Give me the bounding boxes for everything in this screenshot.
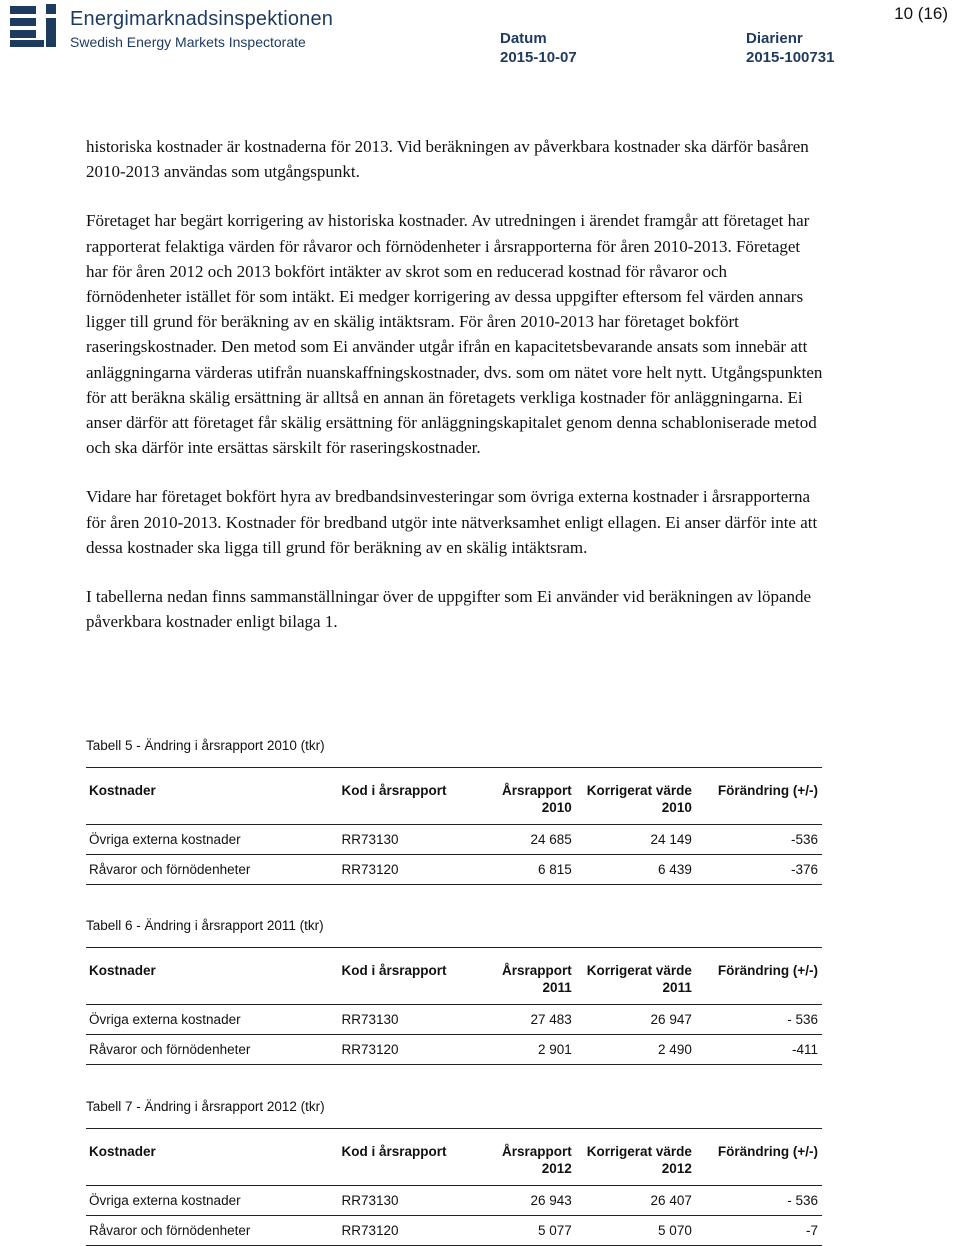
- meta-diarienr: [746, 30, 834, 66]
- cell: 27 483: [470, 1005, 576, 1035]
- table-block-6: [86, 918, 822, 1065]
- table-row: [86, 825, 822, 855]
- paragraph: I tabellerna nedan finns sammanställningar över de uppgifter som Ei använder vid beräkningen av löpande påverkbara kostnader enligt bilaga 1.: [86, 587, 812, 632]
- col-header: Förändring (+/-): [696, 768, 822, 825]
- col-header: Förändring (+/-): [696, 1129, 822, 1186]
- cell: Övriga externa kostnader: [86, 1005, 339, 1035]
- table-caption: Tabell 7 - Ändring i årsrapport 2012 (tkr): [86, 1099, 325, 1114]
- cell: RR73120: [339, 855, 470, 885]
- cell: 26 407: [576, 1186, 696, 1216]
- cell: RR73130: [339, 825, 470, 855]
- meta-datum: [500, 30, 577, 66]
- paragraph: Vidare har företaget bokfört hyra av bredbandsinvesteringar som övriga externa kostnader i årsrapporterna för åren 2010-2013. Kostnader för bredband utgör inte nätverksamhet enligt ellagen. Ei anser därför inte att dessa kostnader ska ligga till grund för beräkning av en skälig intäktsram.: [86, 487, 818, 557]
- cell: 24 685: [470, 825, 576, 855]
- table-row: [86, 1186, 822, 1216]
- cell: -411: [696, 1035, 822, 1065]
- cell: Råvaror och förnödenheter: [86, 1216, 339, 1246]
- table-row: [86, 1005, 822, 1035]
- cell: 2 490: [576, 1035, 696, 1065]
- col-header: Årsrapport 2012: [470, 1129, 576, 1186]
- cell: -376: [696, 855, 822, 885]
- col-header: Kod i årsrapport: [339, 768, 470, 825]
- cell: 5 077: [470, 1216, 576, 1246]
- table-block-5: [86, 738, 822, 885]
- datum-value: 2015-10-07: [500, 49, 577, 66]
- col-header: Kostnader: [86, 1129, 339, 1186]
- col-header: Kod i årsrapport: [339, 948, 470, 1005]
- table-caption: Tabell 5 - Ändring i årsrapport 2010 (tkr): [86, 738, 325, 753]
- col-header: Årsrapport 2010: [470, 768, 576, 825]
- cell: Övriga externa kostnader: [86, 1186, 339, 1216]
- paragraph: historiska kostnader är kostnaderna för 2013. Vid beräkningen av påverkbara kostnader ska därför basåren 2010-2013 användas som utgångspunkt.: [86, 137, 809, 182]
- cell: 6 439: [576, 855, 696, 885]
- table-row: [86, 855, 822, 885]
- table-row: [86, 1035, 822, 1065]
- cell: RR73120: [339, 1035, 470, 1065]
- diarienr-label: Diarienr: [746, 30, 803, 47]
- col-header: Årsrapport 2011: [470, 948, 576, 1005]
- col-header: Korrigerat värde 2010: [576, 768, 696, 825]
- cell: - 536: [696, 1186, 822, 1216]
- diarienr-value: 2015-100731: [746, 49, 835, 66]
- document-body: [86, 134, 826, 658]
- table-block-7: [86, 1099, 822, 1246]
- col-header: Förändring (+/-): [696, 948, 822, 1005]
- org-subtitle: Swedish Energy Markets Inspectorate: [70, 34, 306, 50]
- cell: Råvaror och förnödenheter: [86, 855, 339, 885]
- table-caption: Tabell 6 - Ändring i årsrapport 2011 (tkr): [86, 918, 324, 933]
- cell: RR73130: [339, 1186, 470, 1216]
- col-header: Korrigerat värde 2011: [576, 948, 696, 1005]
- col-header: Kostnader: [86, 948, 339, 1005]
- cell: 2 901: [470, 1035, 576, 1065]
- page-number: 10 (16): [894, 4, 948, 23]
- col-header: Kod i årsrapport: [339, 1129, 470, 1186]
- data-table: [86, 767, 822, 885]
- datum-label: Datum: [500, 30, 547, 47]
- data-table: [86, 947, 822, 1065]
- data-table: [86, 1128, 822, 1246]
- cell: RR73130: [339, 1005, 470, 1035]
- org-name: Energimarknadsinspektionen: [70, 8, 334, 30]
- cell: Övriga externa kostnader: [86, 825, 339, 855]
- cell: 24 149: [576, 825, 696, 855]
- cell: RR73120: [339, 1216, 470, 1246]
- col-header: Kostnader: [86, 768, 339, 825]
- cell: -536: [696, 825, 822, 855]
- cell: - 536: [696, 1005, 822, 1035]
- cell: 26 947: [576, 1005, 696, 1035]
- page-header: [0, 0, 960, 80]
- cell: -7: [696, 1216, 822, 1246]
- table-row: [86, 1216, 822, 1246]
- cell: Råvaror och förnödenheter: [86, 1035, 339, 1065]
- cell: 26 943: [470, 1186, 576, 1216]
- cell: 5 070: [576, 1216, 696, 1246]
- col-header: Korrigerat värde 2012: [576, 1129, 696, 1186]
- ei-logo-icon: [8, 2, 64, 48]
- paragraph: Företaget har begärt korrigering av historiska kostnader. Av utredningen i ärendet framgår att företaget har rapporterat felaktiga värden för råvaror och förnödenheter i årsrapporterna för åren 2010-2013. Företaget har för åren 2012 och 2013 bokfört intäkter av skrot som en reducerad kostnad för råvaror och förnödenheter istället för som intäkt. Ei medger korrigering av dessa uppgifter eftersom fel värden annars ligger till grund för beräkning av en skälig intäktsram. För åren 2010-2013 har företaget bokfört raseringskostnader. Den metod som Ei använder utgår ifrån en kapacitetsbevarande ansats som innebär att anläggningarna värderas utifrån nuanskaffningskostnader, dvs. som om nätet vore helt nytt. Utgångspunkten för att beräkna skälig ersättning är alltså en annan än företagets verkliga kostnader för anläggningarna. Ei anser därför att företaget får skälig ersättning för anläggningskapitalet genom denna schabloniserade metod och ska därför inte ersättas särskilt för raseringskostnader.: [86, 211, 823, 458]
- cell: 6 815: [470, 855, 576, 885]
